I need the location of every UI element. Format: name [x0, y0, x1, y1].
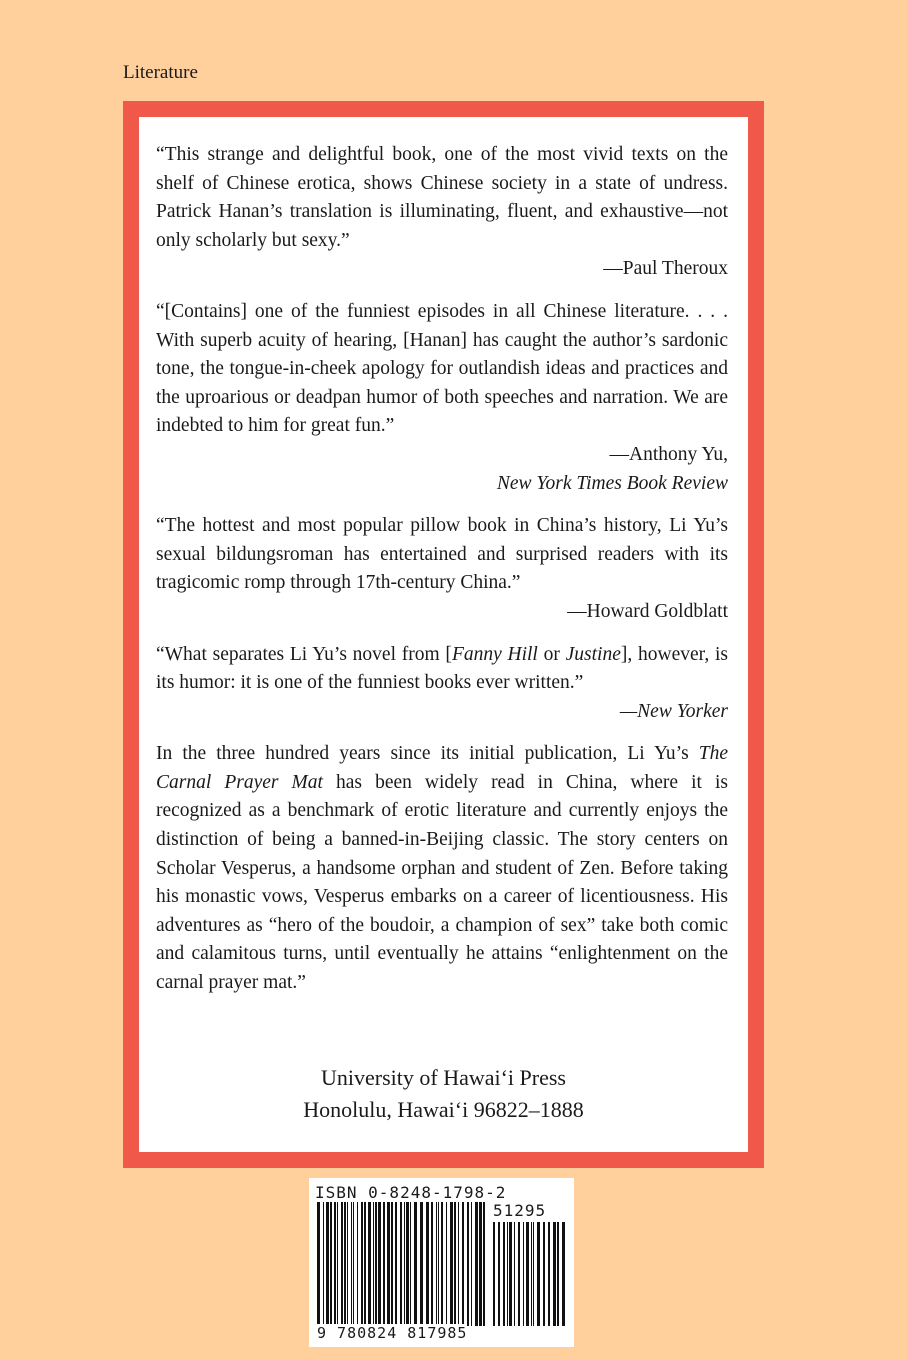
- price-bar: [548, 1222, 550, 1326]
- price-bar: [507, 1222, 508, 1326]
- ean-bar: [479, 1202, 482, 1326]
- ean-bar: [438, 1202, 439, 1326]
- ean-bar: [426, 1202, 429, 1326]
- review-quote-4-pre: “What separates Li Yu’s novel from [: [156, 643, 452, 665]
- ean-bar: [344, 1202, 346, 1326]
- review-quote-4-mid: or: [537, 643, 566, 665]
- blurb-content: [156, 141, 728, 998]
- price-bar: [543, 1222, 545, 1326]
- ean-bar: [475, 1202, 478, 1326]
- review-quote-4: [156, 641, 728, 698]
- description-title: The Carnal Prayer Mat: [156, 743, 728, 793]
- ean-digits: 9 780824 817985: [317, 1324, 468, 1342]
- ean-bar: [368, 1202, 371, 1326]
- ean-bar: [431, 1202, 433, 1326]
- ean-bar: [406, 1202, 409, 1326]
- ean-bar: [337, 1202, 338, 1326]
- ean-bar: [436, 1202, 437, 1326]
- price-bar: [503, 1222, 505, 1326]
- ean-bar: [347, 1202, 348, 1326]
- ean-bar: [364, 1202, 366, 1326]
- ean-bar: [458, 1202, 459, 1326]
- ean-bar: [454, 1202, 456, 1326]
- cover-frame: [123, 101, 764, 1168]
- price-bar: [523, 1222, 524, 1326]
- ean-bar: [353, 1202, 354, 1326]
- review-source-2: New York Times Book Review: [496, 472, 728, 494]
- review-quote-1: “This strange and delightful book, one of the most vivid texts on the shelf of Chinese erotica, shows Chinese society in a state of undress. Patrick Hanan’s translation is illuminating, fluent, and exhaustive—not only scholarly but sexy.”: [156, 144, 728, 251]
- description-post: has been widely read in China, where it is recognized as a benchmark of erotic literature and currently enjoys the distinction of being a banned-in-Beijing classic. The story centers on Scholar Vesperus, a handsome orphan and student of Zen. Before taking his monastic vows, Vesperus embarks on a career of licentiousness. His adventures as “hero of the boudoir, a champion of sex” take both comic and calamitous turns, until eventually he attains “enlightenment on the carnal prayer mat.”: [156, 771, 729, 994]
- book-title-fanny-hill: Fanny Hill: [451, 643, 538, 665]
- ean-bar: [395, 1202, 397, 1326]
- ean-bar: [375, 1202, 377, 1326]
- review-author-4: —New Yorker: [619, 700, 728, 722]
- barcode-box: [309, 1178, 574, 1347]
- review-author-2: —Anthony Yu,: [609, 443, 728, 465]
- price-bar: [493, 1222, 495, 1326]
- ean-bar: [420, 1202, 423, 1326]
- publisher-block: [139, 1062, 748, 1126]
- price-bar: [509, 1222, 512, 1326]
- price-code: 51295: [493, 1201, 547, 1220]
- ean-bar: [326, 1202, 329, 1326]
- price-bar: [562, 1222, 565, 1326]
- publisher-address: Honolulu, Hawai‘i 96822–1888: [303, 1097, 584, 1122]
- price-bar: [518, 1222, 520, 1326]
- price-bar: [537, 1222, 540, 1326]
- ean-bar: [351, 1202, 352, 1326]
- ean-bar: [317, 1202, 320, 1326]
- price-bar: [526, 1222, 529, 1326]
- ean-bar: [483, 1202, 485, 1326]
- price-bar: [531, 1222, 532, 1326]
- ean-bar: [400, 1202, 402, 1326]
- ean-bar: [387, 1202, 390, 1326]
- price-bar: [514, 1222, 515, 1326]
- book-title-justine: Justine: [565, 643, 621, 665]
- ean-bar: [471, 1202, 472, 1326]
- review-quote-4-post: ], however, is its humor: it is one of the funniest books ever written.”: [156, 643, 729, 694]
- price-bar: [557, 1222, 559, 1326]
- ean-bar: [404, 1202, 405, 1326]
- review-author-1: —Paul Theroux: [603, 258, 728, 280]
- ean-bar: [373, 1202, 374, 1326]
- ean-bar: [441, 1202, 443, 1326]
- ean-bar: [462, 1202, 464, 1326]
- ean-bar: [334, 1202, 336, 1326]
- category-label: Literature: [123, 62, 198, 83]
- ean-bar: [410, 1202, 411, 1326]
- price-bar: [553, 1222, 556, 1326]
- book-description: [156, 740, 728, 997]
- ean-bar: [467, 1202, 469, 1326]
- ean-bar: [330, 1202, 332, 1326]
- ean-bar: [357, 1202, 358, 1326]
- price-barcode: [493, 1222, 565, 1326]
- review-quote-3: “The hottest and most popular pillow book in China’s history, Li Yu’s sexual bildungsroman has entertained and surprised readers with its tragicomic romp through 17th-century China.”: [156, 515, 728, 594]
- ean-bar: [323, 1202, 324, 1326]
- isbn-label: ISBN 0-8248-1798-2: [315, 1183, 507, 1202]
- ean-bar: [391, 1202, 393, 1326]
- ean-bar: [450, 1202, 453, 1326]
- publisher-name: University of Hawai‘i Press: [320, 1065, 566, 1090]
- ean-bar: [446, 1202, 447, 1326]
- text-panel: [139, 117, 748, 1152]
- price-bar: [498, 1222, 500, 1326]
- ean-barcode: [317, 1202, 489, 1326]
- ean-bar: [383, 1202, 385, 1326]
- price-bar: [533, 1222, 534, 1326]
- ean-bar: [361, 1202, 363, 1326]
- description-pre: In the three hundred years since its initial publication, Li Yu’s: [156, 743, 699, 765]
- ean-bar: [378, 1202, 381, 1326]
- review-author-3: —Howard Goldblatt: [567, 600, 728, 622]
- review-quote-2: “[Contains] one of the funniest episodes in all Chinese literature. . . . With superb acuity of hearing, [Hanan] has caught the author’s sardonic tone, the tongue-in-cheek apology for outlandish ideas and practices and the uproarious or deadpan humor of both speeches and narration. We are indebted to him for great fun.”: [156, 300, 728, 437]
- ean-bar: [414, 1202, 417, 1326]
- ean-bar: [341, 1202, 343, 1326]
